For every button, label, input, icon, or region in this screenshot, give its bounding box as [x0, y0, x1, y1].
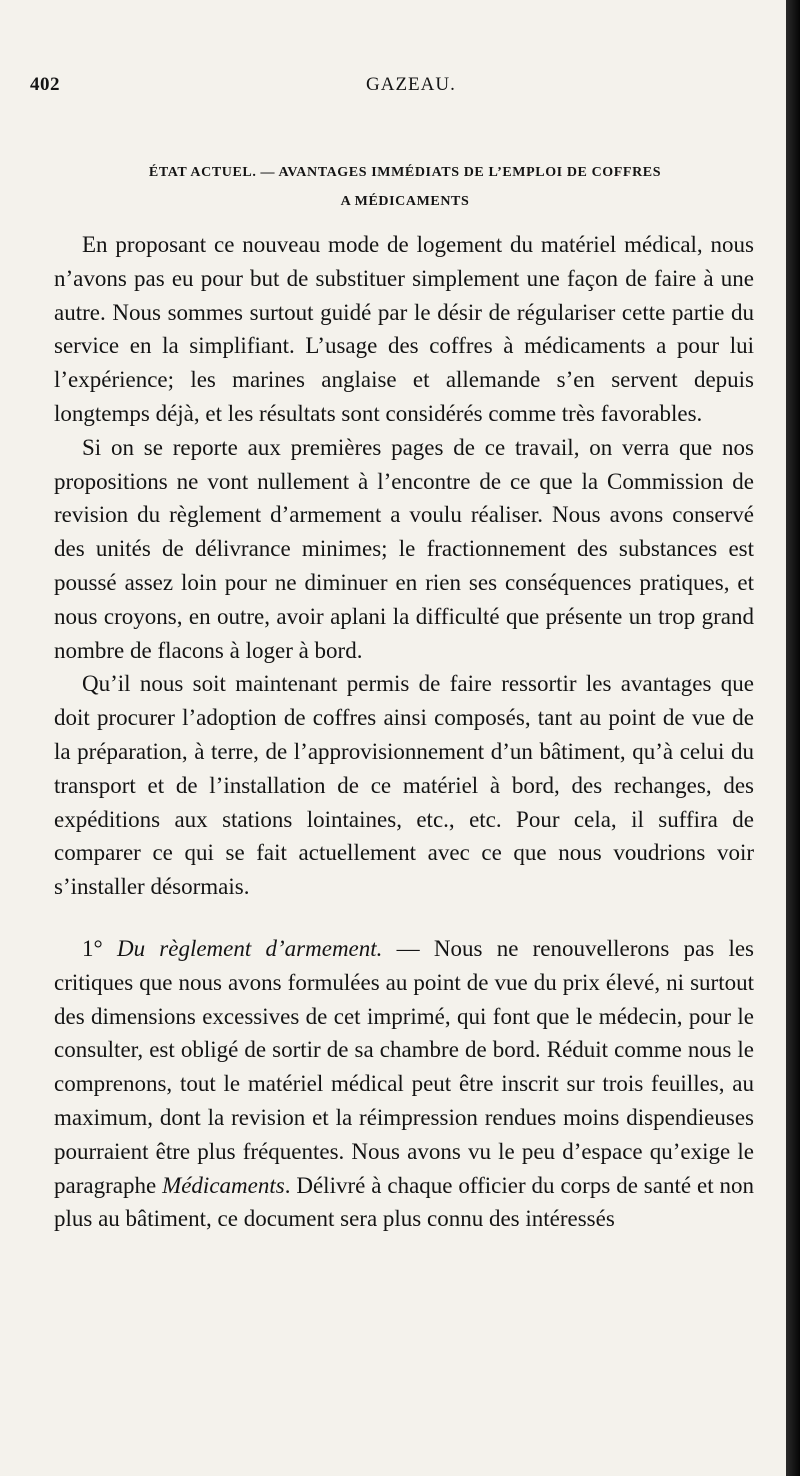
section-heading	[40, 158, 770, 216]
paragraph-3: Qu’il nous soit maintenant permis de faire ressortir les avantages que doit procurer l’adoption de coffres ainsi composés, tant au point de vue de la préparation, à terre, de l’approvisionnement d’un bâtiment, qu’à celui du transport et de l’installation de ce matériel à bord, des rechanges, des expéditions aux stations lointaines, etc., etc. Pour cela, il suffira de comparer ce qui se fait actuellement avec ce que nous voudrions voir s’installer désormais.	[54, 671, 754, 900]
page-number: 402	[30, 74, 60, 95]
item-title: Du règlement d’armement.	[116, 935, 383, 961]
item-text: — Nous ne renouvellerons pas les critiques que nous avons formulées au point de vue du prix élevé, ni surtout des dimensions excessives de cet imprimé, qui font que le médecin, pour le consulter, est obligé de sortir de sa chambre de bord. Réduit comme nous le comprenons, tout le matériel médical peut être inscrit sur trois feuilles, au maximum, dont la revision et la réimpression rendues moins dispendieuses pourraient être plus fréquentes. Nous avons vu le peu d’espace qu’exige le paragraphe	[54, 935, 755, 1198]
paragraph-1: En proposant ce nouveau mode de logement du matériel médical, nous n’avons pas eu pour but de substituer simplement une façon de faire à une autre. Nous sommes surtout guidé par le désir de régulariser cette partie du service en la simplifiant. L’usage des coffres à médicaments a pour lui l’expérience; les marines anglaise et allemande s’en servent depuis longtemps déjà, et les résultats sont considérés comme très favorables.	[54, 232, 754, 426]
item-reference: Médicaments	[162, 1172, 285, 1198]
paragraph-item-1	[54, 932, 754, 1236]
running-title: GAZEAU.	[366, 74, 456, 95]
paragraph-2: Si on se reporte aux premières pages de ce travail, on verra que nos propositions ne vont nullement à l’encontre de ce que la Commission de revision du règlement d’armement a voulu réaliser. Nous avons conservé des unités de délivrance minimes; le fractionnement des substances est poussé assez loin pour ne diminuer en rien ses conséquences pratiques, et nous croyons, en outre, avoir aplani la difficulté que présente un trop grand nombre de flacons à loger à bord.	[54, 434, 754, 663]
body-text	[54, 228, 754, 1236]
running-head	[30, 74, 770, 104]
scan-edge-shadow	[786, 0, 800, 1476]
section-heading-line1: ÉTAT ACTUEL. — AVANTAGES IMMÉDIATS DE L’EMPLOI DE COFFRES	[148, 165, 662, 180]
item-text-end: . Délivré à chaque officier du corps de santé et non plus au bâtiment, ce document sera plus connu des intéressés	[54, 1172, 754, 1232]
item-number: 1°	[82, 935, 103, 961]
section-heading-line2: A MÉDICAMENTS	[340, 194, 470, 209]
